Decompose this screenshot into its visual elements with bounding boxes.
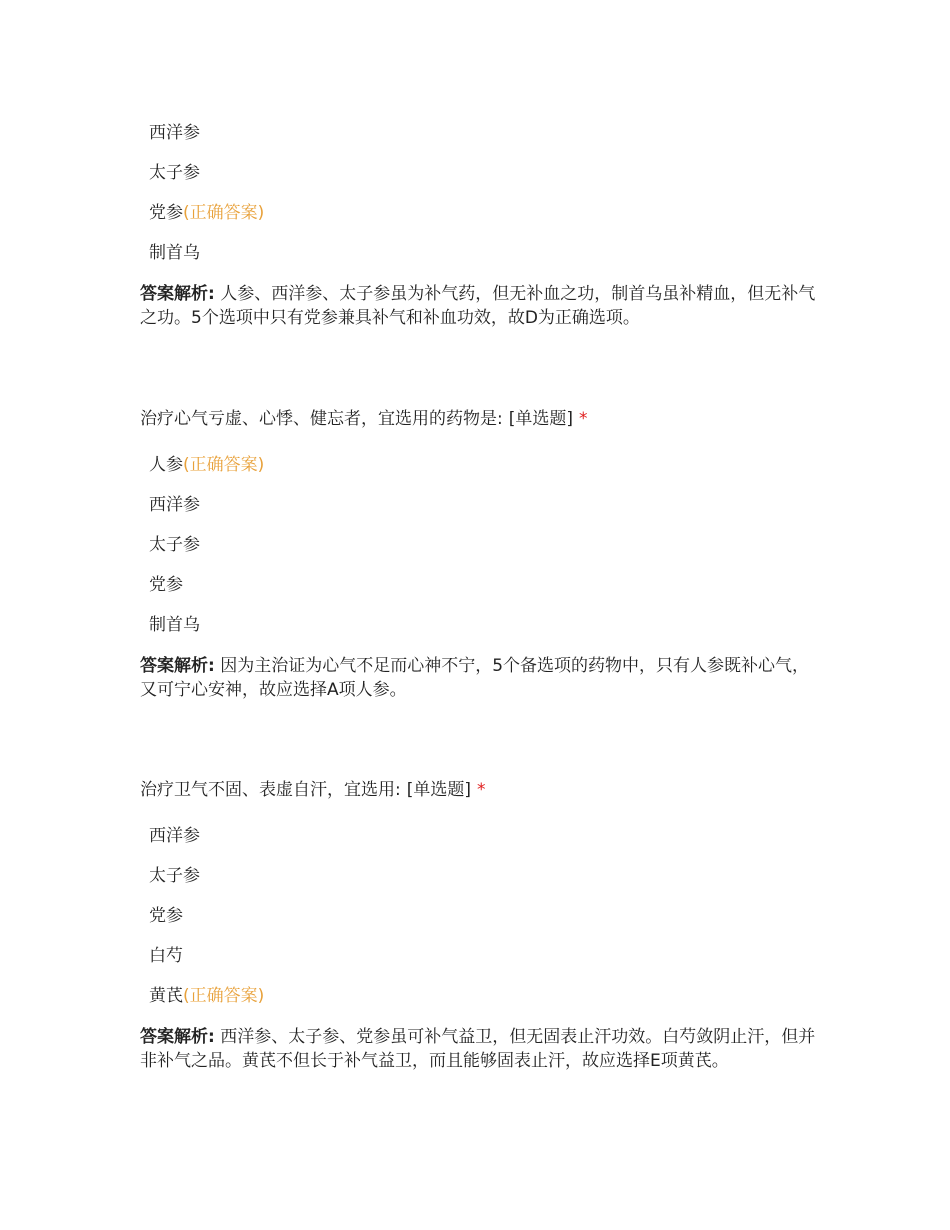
analysis-text: 西洋参、太子参、党参虽可补气益卫，但无固表止汗功效。白芍敛阴止汗，但并非补气之品。黄芪不但长于补气益卫，而且能够固表止汗，故应选择E项黄芪。 bbox=[140, 1027, 816, 1071]
required-mark: * bbox=[579, 409, 588, 429]
option-list bbox=[140, 122, 820, 282]
option-d[interactable] bbox=[149, 574, 820, 614]
question-text: 治疗心气亏虚、心悸、健忘者，宜选用的药物是: bbox=[140, 409, 503, 429]
option-b[interactable] bbox=[149, 494, 820, 534]
question-text: 治疗卫气不固、表虚自汗，宜选用: bbox=[140, 780, 401, 800]
option-c[interactable] bbox=[149, 202, 820, 242]
option-label: 太子参 bbox=[149, 866, 200, 886]
correct-answer-tag: (正确答案) bbox=[183, 455, 265, 475]
correct-answer-tag: (正确答案) bbox=[183, 986, 265, 1006]
option-label: 太子参 bbox=[149, 535, 200, 555]
option-c[interactable] bbox=[149, 534, 820, 574]
option-label: 西洋参 bbox=[149, 826, 200, 846]
analysis-text: 因为主治证为心气不足而心神不宁，5个备选项的药物中，只有人参既补心气，又可宁心安神，故应选择A项人参。 bbox=[140, 656, 810, 700]
option-label: 黄芪 bbox=[149, 986, 183, 1006]
option-b[interactable] bbox=[149, 865, 820, 905]
option-label: 党参 bbox=[149, 203, 183, 223]
option-a[interactable] bbox=[149, 122, 820, 162]
option-label: 党参 bbox=[149, 906, 183, 926]
correct-answer-tag: (正确答案) bbox=[183, 203, 265, 223]
option-b[interactable] bbox=[149, 162, 820, 202]
analysis-text: 人参、西洋参、太子参虽为补气药，但无补血之功，制首乌虽补精血，但无补气之功。5个选项中只有党参兼具补气和补血功效，故D为正确选项。 bbox=[140, 284, 816, 328]
option-label: 太子参 bbox=[149, 163, 200, 183]
question-block-3 bbox=[140, 779, 820, 1073]
option-list bbox=[140, 825, 820, 1025]
analysis-label: 答案解析: bbox=[140, 1027, 215, 1047]
question-title bbox=[140, 408, 820, 430]
option-label: 制首乌 bbox=[149, 243, 200, 263]
answer-analysis bbox=[140, 282, 820, 330]
option-c[interactable] bbox=[149, 905, 820, 945]
option-a[interactable] bbox=[149, 454, 820, 494]
answer-analysis bbox=[140, 1025, 820, 1073]
option-d[interactable] bbox=[149, 945, 820, 985]
option-label: 人参 bbox=[149, 455, 183, 475]
option-list bbox=[140, 454, 820, 654]
question-type: [单选题] bbox=[406, 780, 471, 800]
option-label: 西洋参 bbox=[149, 495, 200, 515]
option-label: 白芍 bbox=[149, 946, 183, 966]
question-type: [单选题] bbox=[508, 409, 573, 429]
option-label: 制首乌 bbox=[149, 615, 200, 635]
answer-analysis bbox=[140, 654, 820, 702]
question-block-1 bbox=[140, 122, 820, 330]
option-e[interactable] bbox=[149, 985, 820, 1025]
option-d[interactable] bbox=[149, 242, 820, 282]
option-a[interactable] bbox=[149, 825, 820, 865]
option-label: 党参 bbox=[149, 575, 183, 595]
analysis-label: 答案解析: bbox=[140, 284, 215, 304]
option-e[interactable] bbox=[149, 614, 820, 654]
question-block-2 bbox=[140, 408, 820, 702]
required-mark: * bbox=[477, 780, 486, 800]
question-title bbox=[140, 779, 820, 801]
analysis-label: 答案解析: bbox=[140, 656, 215, 676]
option-label: 西洋参 bbox=[149, 123, 200, 143]
